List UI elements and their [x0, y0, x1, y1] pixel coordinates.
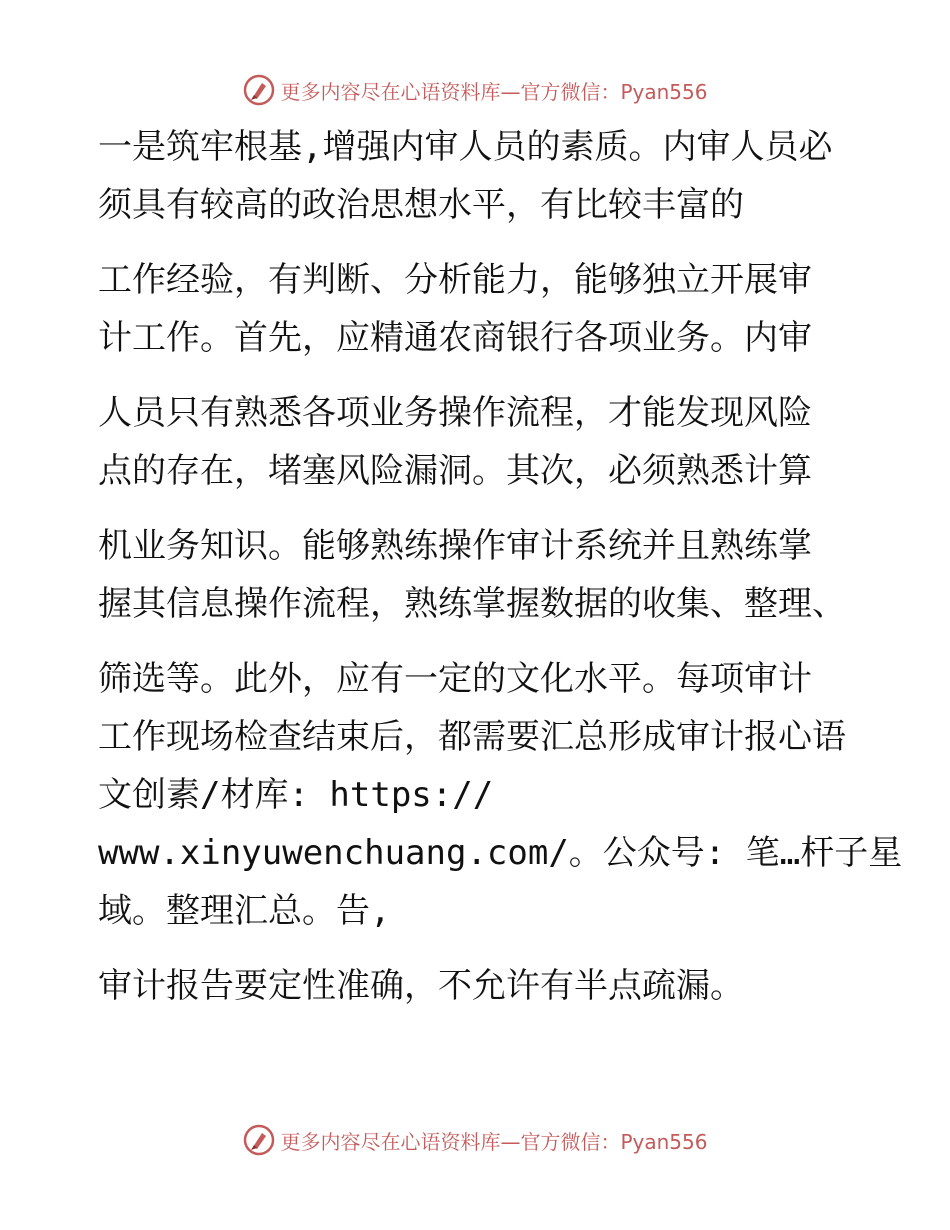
pen-nib-logo-icon — [242, 73, 276, 107]
document-line: 域。整理汇总。告, — [98, 891, 391, 931]
document-line: 点的存在，堵塞风险漏洞。其次，必须熟悉计算 — [98, 451, 812, 491]
document-line: 须具有较高的政治思想水平，有比较丰富的 — [98, 185, 744, 225]
document-line: 工作现场检查结束后，都需要汇总形成审计报心语 — [98, 717, 846, 757]
document-line: 文创素/材库: https:// — [98, 775, 494, 815]
document-line: 筛选等。此外，应有一定的文化水平。每项审计 — [98, 659, 812, 699]
document-line: 机业务知识。能够熟练操作审计系统并且熟练掌 — [98, 526, 812, 566]
header-banner — [0, 70, 950, 110]
footer-banner — [0, 1120, 950, 1160]
document-line: 计工作。首先，应精通农商银行各项业务。内审 — [98, 318, 812, 358]
document-line: 人员只有熟悉各项业务操作流程，才能发现风险 — [98, 393, 812, 433]
document-line: 握其信息操作流程，熟练掌握数据的收集、整理、 — [98, 584, 846, 624]
document-line: www.xinyuwenchuang.com/。公众号: 笔…杆子星 — [98, 833, 903, 873]
document-line: 一是筑牢根基,增强内审人员的素质。内审人员必 — [98, 127, 833, 167]
document-line: 审计报告要定性准确，不允许有半点疏漏。 — [98, 966, 744, 1006]
footer-banner-text: 更多内容尽在心语资料库—官方微信：Pyan556 — [280, 1129, 708, 1154]
pen-nib-logo-icon — [242, 1123, 276, 1157]
header-banner-text: 更多内容尽在心语资料库—官方微信：Pyan556 — [280, 79, 708, 104]
document-line: 工作经验，有判断、分析能力，能够独立开展审 — [98, 260, 812, 300]
